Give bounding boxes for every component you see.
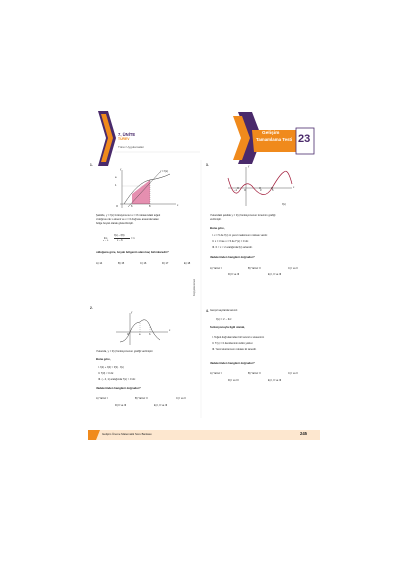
q4-option-d[interactable]: D) I ve III [228,379,239,382]
q2-item-1: I. f(1) + f(4) > f(3) · f(x) [98,366,124,369]
question-3-number: 3. [206,163,209,167]
q4-option-c[interactable]: C) I ve II [288,372,298,375]
q4-item-2: II. f''(x) = 0 denkleminin kökü yoktur. [212,342,254,345]
subject-label: TÜREV [118,137,130,141]
question-4-number: 4. [206,309,209,313]
q1-limit-lhs: lim [104,237,108,240]
q1-graph-label-fx: y = f(x) [160,170,168,173]
q3-item-3: III. 0 < x < 2 aralığında f(x) artandır. [212,246,253,249]
q4-formula: f(x) = x³ – 3x² [216,318,232,321]
question-3-graph [224,166,296,208]
q2-graph-label-a: a [139,333,141,336]
q1-text-1: Şekilde, y = f(x) fonksiyonunun x = 8 noktasındaki teğeti [96,214,161,217]
q1-option-a[interactable]: A) 14 [96,262,103,265]
topic-label: Türev Uygulamaları [118,145,145,149]
q1-text-3: bölge boyalı olarak gösterilmiştir. [96,222,134,225]
q1-limit-num: f(x) – f(6) [114,234,125,237]
q1-limit-rhs: = 1 [131,237,135,240]
question-2-number: 2. [90,306,93,310]
q2-option-b[interactable]: B) Yalnız II [135,397,148,400]
q1-graph-label-y: y [120,168,122,171]
q1-limit-den: x – 6 [117,239,123,242]
q4-item-1: I. Teğeti doğrularından biri tanımlı x ekseninin [212,336,265,339]
q2-graph-label-b: b [149,333,151,336]
badge-line2: Tamamlama Testi [256,137,293,142]
footer-page-number: 245 [300,431,307,436]
footer-book-title: Gelişim Üreme Matematik Soru Bankası [102,432,152,436]
q3-option-c[interactable]: C) I ve II [288,267,298,270]
q1-graph-label-o: O [116,205,119,208]
q2-option-d[interactable]: D) II ve III [115,404,127,407]
q3-graph-label-b: 3 [260,189,262,192]
q2-text: Yukarıda, y = f(x) fonksiyonunun grafiği verilmiştir. [96,350,154,353]
q2-option-e[interactable]: E) I, II ve III [154,404,168,407]
test-number: 23 [298,133,311,145]
q3-item-2: II. x = 3 ise x = 5 de f''(x) = 0 dır. [212,240,249,243]
q4-option-b[interactable]: B) Yalnız II [248,372,261,375]
q3-graph-label-fx: f(x) [282,203,286,206]
q2-item-2: II. f'(3) < 0 dır. [98,372,114,375]
q4-option-a[interactable]: A) Yalnız I [210,372,222,375]
q2-option-c[interactable]: C) I ve II [176,397,186,400]
q4-option-e[interactable]: E) I, II ve III [268,379,282,382]
q2-item-3: III. (– 4, 1) aralığında f'(x) > 0 dır. [98,378,136,381]
q4-item-3: III. Yerel ekstremum noktası iki tanedir. [212,348,257,351]
q3-item-1: I. x = 5 de f'(x) in yerel maksimum noktası vardır. [212,234,268,237]
q3-graph-label-o: O [244,189,247,192]
q1-graph-label-v1: 1 [115,184,117,187]
q2-graph-label-x: x [169,329,171,332]
q3-option-e[interactable]: E) I, II ve III [268,273,282,276]
q2-given: Buna göre, [96,357,111,361]
q3-option-d[interactable]: D) II ve III [228,273,240,276]
q3-graph-label-x: x [293,186,295,189]
q3-graph-label-a: –1 [234,189,237,192]
q3-question: ifadelerinden hangileri doğrudur? [210,255,255,259]
q3-option-b[interactable]: B) Yalnız II [248,267,261,270]
q2-question: ifadelerinden hangileri doğrudur? [96,386,141,390]
q1-text-2: d doğrusu ile x ekseni ve x = 6 doğrusu arasında kalan [96,218,159,221]
q3-text-2: verilmiştir. [210,218,222,221]
q3-graph-label-y: y [248,165,250,168]
q1-option-b[interactable]: B) 15 [118,262,125,265]
q3-given: Buna göre, [210,226,225,230]
q4-text: Gerçel sayılarda tanımlı [210,309,238,312]
q1-option-d[interactable]: D) 17 [162,262,169,265]
copyright-side-label: Kopyalanamaz [193,278,196,296]
q1-option-c[interactable]: C) 16 [140,262,147,265]
q1-option-e[interactable]: E) 18 [184,262,191,265]
q3-graph-label-c: 5 [272,189,274,192]
question-1-number: 1. [90,163,93,167]
q1-graph-label-v2: 6 [131,205,133,208]
q3-option-a[interactable]: A) Yalnız I [210,267,222,270]
question-2-graph [112,312,172,346]
q4-function-label: fonksiyonuyla ilgili olarak, [210,325,245,329]
q2-option-a[interactable]: A) Yalnız I [96,397,108,400]
q4-question: ifadelerinden hangileri doğrudur? [210,361,255,365]
unit-label: 7. ÜNİTE [118,132,136,137]
q1-graph-label-v3: 8 [149,205,151,208]
q1-graph-label-x: x [177,204,179,207]
question-1-graph [110,168,180,210]
q1-limit-sub: x → 6 [103,240,109,242]
q3-text-1: Yukarıdaki şekilde y = f(x) fonksiyonunun türevinin grafiği [210,214,276,217]
q1-question: olduğuna göre, boyalı bölgenin alanı kaç birimkaredir? [96,250,169,254]
badge-line1: Gelişim [262,131,280,136]
q1-graph-label-h: a [115,176,117,179]
q2-graph-label-o: O [127,333,130,336]
q2-graph-label-y: y [131,311,133,314]
